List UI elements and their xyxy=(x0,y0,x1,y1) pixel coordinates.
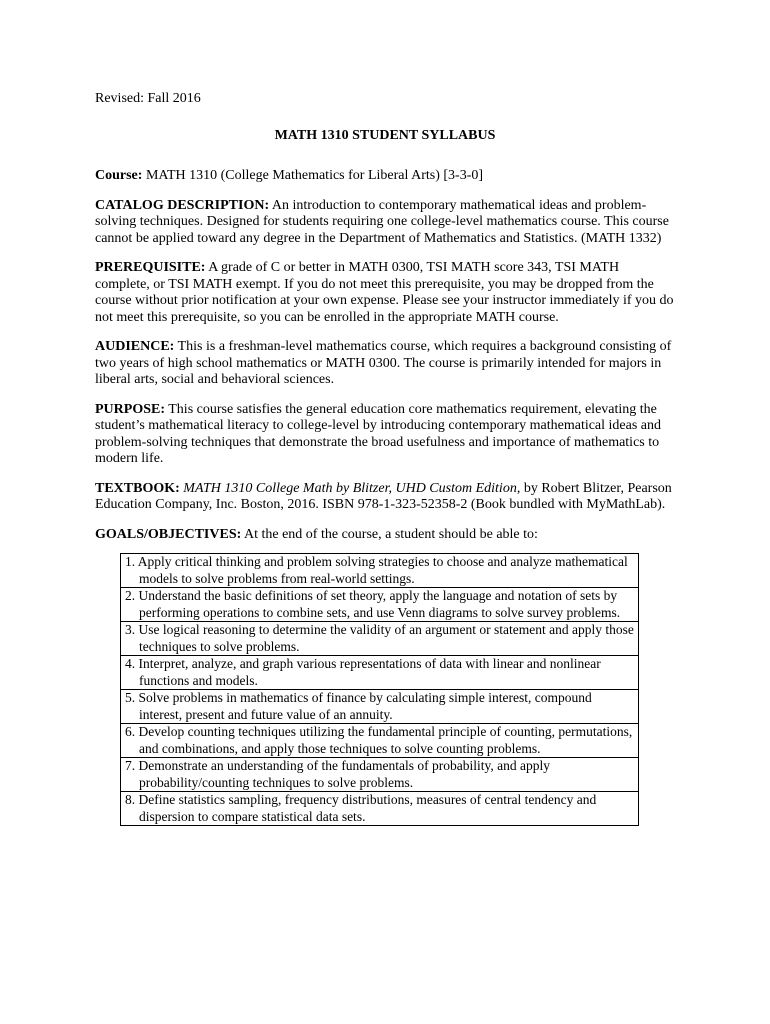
purpose-section xyxy=(95,402,675,468)
prerequisite-section xyxy=(95,260,675,326)
prerequisite-label: PREREQUISITE: xyxy=(95,260,206,275)
objective-row: 3. Use logical reasoning to determine the validity of an argument or statement and apply those techniques to solve problems. xyxy=(121,621,638,655)
page-title: MATH 1310 STUDENT SYLLABUS xyxy=(274,128,496,143)
course-text: MATH 1310 (College Mathematics for Liberal Arts) [3-3-0] xyxy=(142,168,484,183)
textbook-text: , by Robert Blitzer, Pearson Education Company, Inc. Boston, 2016. ISBN 978-1-323-52358-2 (Book bundled with MyMathLab). xyxy=(95,480,672,512)
revised-date: Revised: Fall 2016 xyxy=(95,91,201,106)
audience-label: AUDIENCE: xyxy=(95,339,175,354)
catalog-section xyxy=(95,198,675,248)
textbook-label: TEXTBOOK: xyxy=(95,480,180,496)
catalog-label: CATALOG DESCRIPTION: xyxy=(95,197,270,213)
objective-row: 6. Develop counting techniques utilizing the fundamental principle of counting, permutations, and combinations, and apply those techniques to solve counting problems. xyxy=(121,723,638,757)
audience-text: This is a freshman-level mathematics course, which requires a background consisting of two years of high school mathematics or MATH 0300. The course is primarily intended for majors in liberal arts, social and behavioral sciences. xyxy=(95,339,672,387)
catalog-text: An introduction to contemporary mathematical ideas and problem-solving techniques. Designed for students requiring one college-level mathematics course. This course cannot be applied toward any degree in the Department of Mathematics and Statistics. (MATH 1332) xyxy=(95,197,669,246)
textbook-title: MATH 1310 College Math by Blitzer, UHD Custom Edition xyxy=(179,480,517,496)
textbook-section xyxy=(95,481,675,514)
objective-row: 1. Apply critical thinking and problem solving strategies to choose and analyze mathematical models to solve problems from real-world settings. xyxy=(125,554,628,586)
objective-row: 4. Interpret, analyze, and graph various representations of data with linear and nonlinear functions and models. xyxy=(121,655,638,689)
goals-text: At the end of the course, a student should be able to: xyxy=(241,526,538,542)
audience-section xyxy=(95,339,675,389)
goals-section xyxy=(95,527,675,544)
purpose-label: PURPOSE: xyxy=(95,401,165,417)
objectives-table xyxy=(120,553,639,826)
course-section xyxy=(95,168,675,185)
purpose-text: This course satisfies the general education core mathematics requirement, elevating the student’s mathematical literacy to college-level by introducing contemporary mathematical ideas and problem-solving techniques that demonstrate the broad usefulness and importance of mathematics to modern life. xyxy=(95,401,662,466)
syllabus-page xyxy=(95,90,675,826)
objective-row: 7. Demonstrate an understanding of the fundamentals of probability, and apply probability/counting techniques to solve problems. xyxy=(121,757,638,791)
objective-row: 8. Define statistics sampling, frequency distributions, measures of central tendency and dispersion to compare statistical data sets. xyxy=(121,791,638,825)
goals-label: GOALS/OBJECTIVES: xyxy=(95,526,242,542)
objective-row: 2. Understand the basic definitions of set theory, apply the language and notation of sets by performing operations to combine sets, and use Venn diagrams to solve survey problems. xyxy=(121,587,638,621)
objective-row: 5. Solve problems in mathematics of finance by calculating simple interest, compound interest, present and future value of an annuity. xyxy=(121,689,638,723)
course-label: Course: xyxy=(95,168,143,183)
prerequisite-text: A grade of C or better in MATH 0300, TSI MATH score 343, TSI MATH complete, or TSI MATH exempt. If you do not meet this prerequisite, you may be dropped from the course without prior notification at your own expense. Please see your instructor immediately if you do not meet this prerequisite, so you can be enrolled in the appropriate MATH course. xyxy=(95,260,674,325)
